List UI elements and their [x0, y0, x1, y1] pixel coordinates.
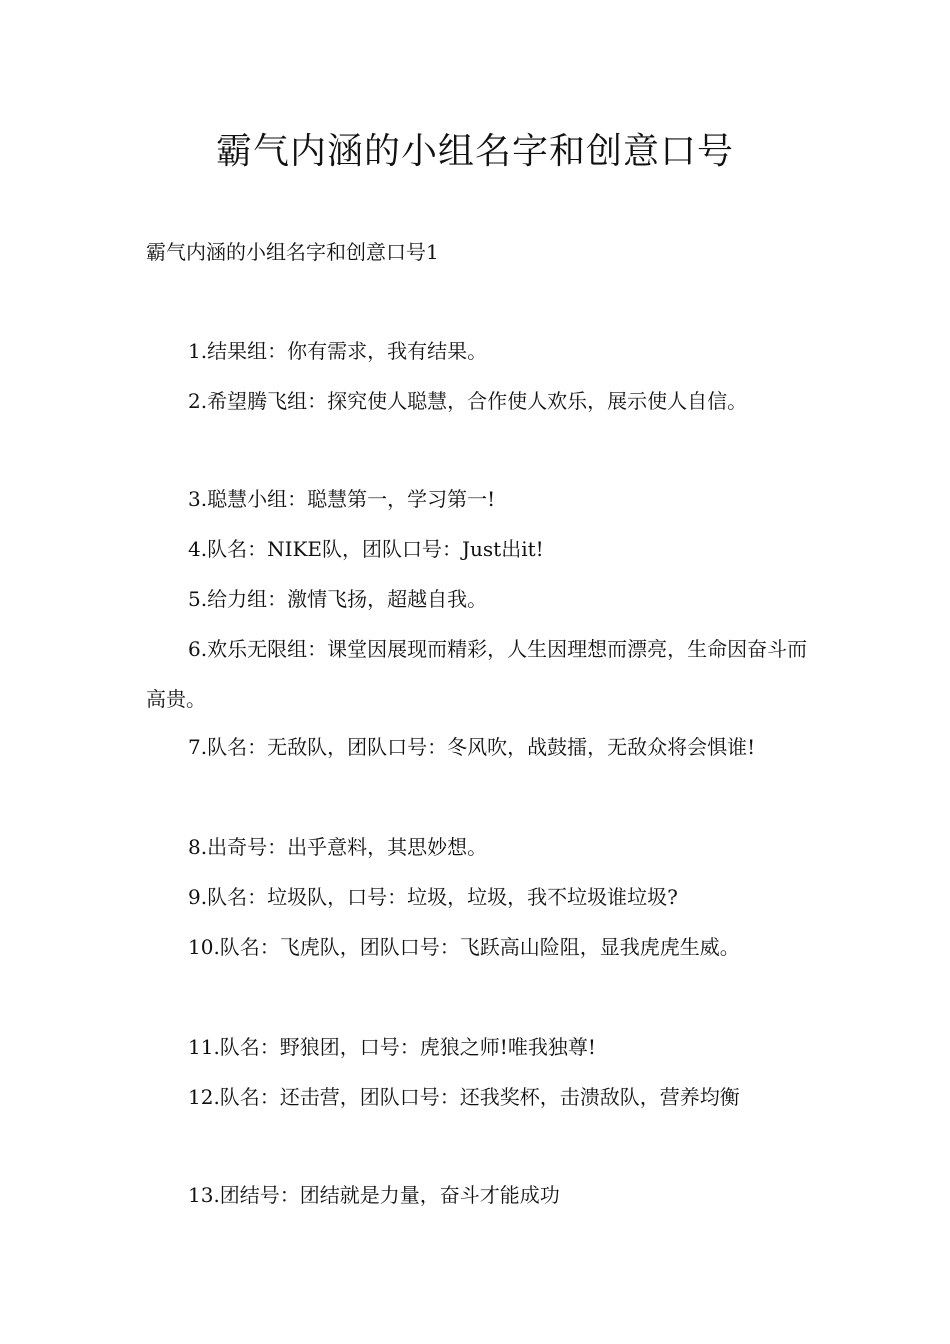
list-item-10: 10.队名：飞虎队，团队口号：飞跃高山险阻，显我虎虎生威。: [188, 935, 740, 959]
list-item-13: 13.团结号：团结就是力量，奋斗才能成功: [188, 1183, 560, 1207]
list-item-9: 9.队名：垃圾队，口号：垃圾，垃圾，我不垃圾谁垃圾?: [188, 885, 678, 909]
list-item-5: 5.给力组：激情飞扬，超越自我。: [188, 587, 488, 611]
list-item-11: 11.队名：野狼团，口号：虎狼之师!唯我独尊!: [188, 1035, 596, 1059]
list-item-7: 7.队名：无敌队，团队口号：冬风吹，战鼓擂，无敌众将会惧谁!: [188, 735, 756, 759]
list-item-6: 6.欢乐无限组：课堂因展现而精彩，人生因理想而漂亮，生命因奋斗而高贵。: [146, 637, 808, 711]
list-item-1: 1.结果组：你有需求，我有结果。: [188, 339, 488, 363]
list-item-2: 2.希望腾飞组：探究使人聪慧，合作使人欢乐，展示使人自信。: [188, 389, 748, 413]
section-heading: 霸气内涵的小组名字和创意口号1: [146, 240, 439, 264]
document-title: 霸气内涵的小组名字和创意口号: [215, 131, 734, 172]
list-item-12: 12.队名：还击营，团队口号：还我奖杯，击溃敌队，营养均衡: [188, 1085, 740, 1109]
list-item-8: 8.出奇号：出乎意料，其思妙想。: [188, 835, 488, 859]
list-item-4: 4.队名：NIKE队，团队口号：Just出it!: [188, 537, 544, 561]
list-item-3: 3.聪慧小组：聪慧第一，学习第一!: [188, 487, 496, 511]
